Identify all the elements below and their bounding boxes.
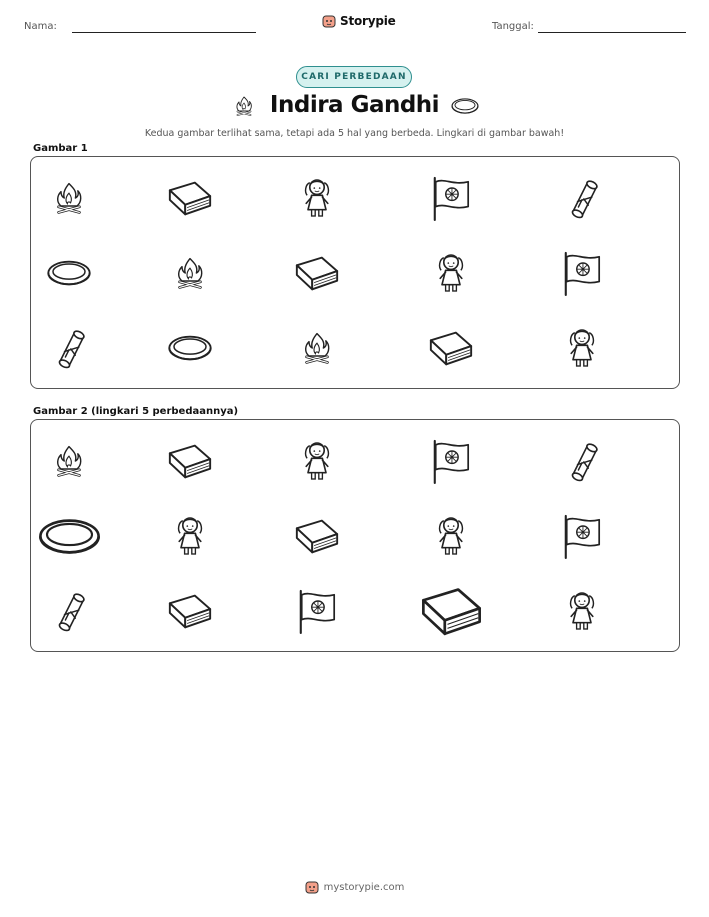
storypie-mascot-icon: [305, 880, 319, 894]
doll-icon: [299, 174, 335, 222]
grid-cell: [278, 162, 356, 234]
brand-logo: [322, 14, 396, 28]
bangle-icon: [45, 257, 93, 289]
grid-cell[interactable]: [543, 425, 621, 497]
flag-icon: [296, 587, 338, 635]
grid-cell: [412, 162, 490, 234]
grid-cell[interactable]: [543, 500, 621, 572]
grid-cell: [278, 237, 356, 309]
flag-icon: [561, 512, 603, 560]
fire-icon: [53, 439, 85, 483]
book-icon: [427, 328, 475, 368]
grid-cell[interactable]: [412, 500, 490, 572]
grid-cell[interactable]: [412, 425, 490, 497]
flag-icon: [430, 174, 472, 222]
grid-cell[interactable]: [151, 425, 229, 497]
grid-cell: [543, 237, 621, 309]
brand-name: Storypie: [340, 14, 396, 28]
doll-icon: [433, 512, 469, 560]
storypie-mascot-icon: [322, 14, 336, 28]
grid-cell: [543, 162, 621, 234]
doll-icon: [433, 249, 469, 297]
fire-icon: [53, 176, 85, 220]
grid-cell: [543, 312, 621, 384]
grid-cell: [30, 162, 108, 234]
grid-cell: [412, 312, 490, 384]
doll-icon: [172, 512, 208, 560]
grid-cell: [30, 237, 108, 309]
grid-cell[interactable]: [278, 575, 356, 647]
grid-cell: [151, 162, 229, 234]
panel2-label: Gambar 2 (lingkari 5 perbedaannya): [33, 406, 239, 417]
grid-cell: [30, 312, 108, 384]
book-icon: [166, 178, 214, 218]
grid-cell[interactable]: [30, 500, 108, 572]
grid-cell[interactable]: [30, 575, 108, 647]
activity-badge: CARI PERBEDAAN: [296, 66, 412, 88]
book-icon: [293, 516, 341, 556]
doll-icon: [564, 587, 600, 635]
grid-cell[interactable]: [30, 425, 108, 497]
bangle-icon: [450, 96, 480, 120]
picture-panel-1: [30, 156, 680, 389]
footer-site: mystorypie.com: [323, 881, 405, 893]
scroll-icon: [564, 437, 600, 485]
book-icon: [166, 441, 214, 481]
panel1-label: Gambar 1: [33, 143, 88, 154]
scroll-icon: [51, 324, 87, 372]
grid-cell: [151, 312, 229, 384]
book-icon: [166, 591, 214, 631]
grid-cell: [278, 312, 356, 384]
page-title: Indira Gandhi: [269, 92, 440, 118]
doll-icon: [299, 437, 335, 485]
picture-panel-2[interactable]: [30, 419, 680, 652]
bangle-icon: [36, 514, 103, 559]
scroll-icon: [564, 174, 600, 222]
scroll-icon: [51, 587, 87, 635]
fire-icon: [301, 326, 333, 370]
name-line[interactable]: [72, 32, 256, 33]
date-line[interactable]: [538, 32, 686, 33]
grid-cell[interactable]: [151, 500, 229, 572]
grid-cell[interactable]: [412, 575, 490, 647]
book-icon: [418, 583, 485, 639]
flag-icon: [561, 249, 603, 297]
grid-cell: [151, 237, 229, 309]
name-label: Nama:: [24, 21, 57, 32]
grid-cell[interactable]: [151, 575, 229, 647]
grid-cell: [412, 237, 490, 309]
bangle-icon: [166, 332, 214, 364]
date-label: Tanggal:: [492, 21, 534, 32]
grid-cell[interactable]: [278, 425, 356, 497]
fire-icon: [174, 251, 206, 295]
instructions: Kedua gambar terlihat sama, tetapi ada 5 hal yang berbeda. Lingkari di gambar bawah!: [144, 128, 565, 139]
footer: [0, 880, 709, 894]
book-icon: [293, 253, 341, 293]
grid-cell[interactable]: [543, 575, 621, 647]
flag-icon: [430, 437, 472, 485]
grid-cell[interactable]: [278, 500, 356, 572]
doll-icon: [564, 324, 600, 372]
